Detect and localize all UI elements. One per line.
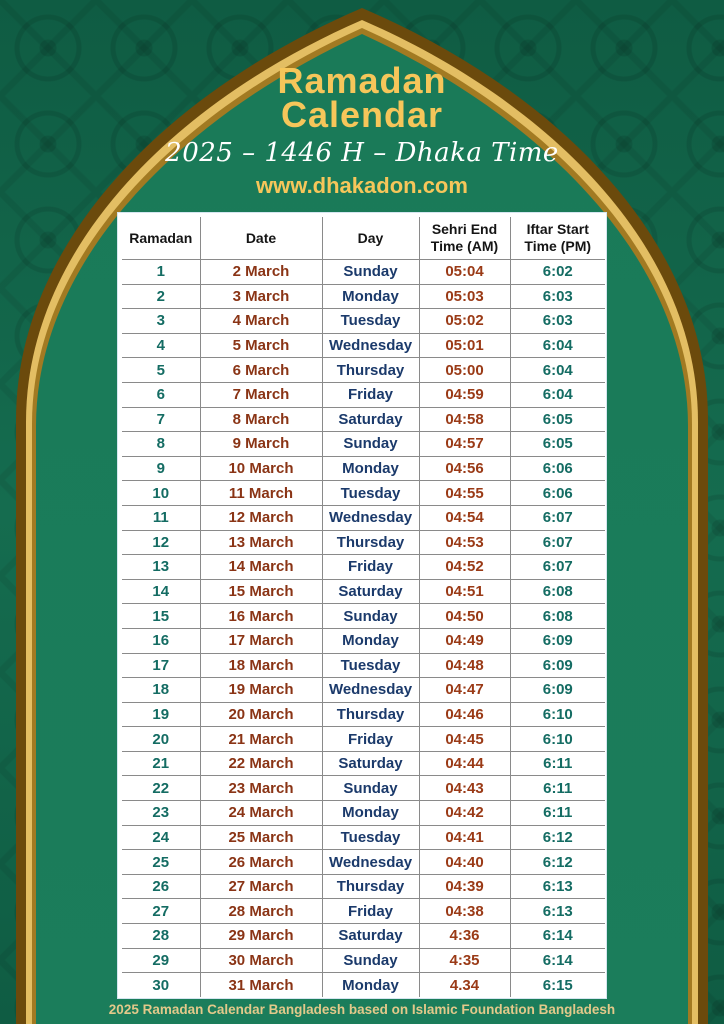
ramadan-day-cell: 13 xyxy=(122,555,200,580)
sehri-time-cell: 05:04 xyxy=(419,260,510,285)
date-cell: 15 March xyxy=(200,579,322,604)
date-cell: 25 March xyxy=(200,825,322,850)
weekday-cell: Friday xyxy=(322,555,419,580)
ramadan-day-cell: 9 xyxy=(122,456,200,481)
date-cell: 16 March xyxy=(200,604,322,629)
sehri-time-cell: 04:40 xyxy=(419,850,510,875)
sehri-time-cell: 05:02 xyxy=(419,309,510,334)
date-cell: 24 March xyxy=(200,801,322,826)
ramadan-day-cell: 23 xyxy=(122,801,200,826)
iftar-time-cell: 6:11 xyxy=(510,801,605,826)
ramadan-day-cell: 16 xyxy=(122,628,200,653)
table-row xyxy=(122,284,605,309)
sehri-time-cell: 05:03 xyxy=(419,284,510,309)
footer-note: 2025 Ramadan Calendar Bangladesh based on Islamic Foundation Bangladesh xyxy=(108,1002,616,1017)
date-cell: 22 March xyxy=(200,751,322,776)
sehri-time-cell: 4.34 xyxy=(419,973,510,997)
ramadan-timetable xyxy=(122,217,605,997)
iftar-time-cell: 6:04 xyxy=(510,358,605,383)
table-row xyxy=(122,407,605,432)
table-row xyxy=(122,948,605,973)
date-cell: 29 March xyxy=(200,924,322,949)
ramadan-day-cell: 2 xyxy=(122,284,200,309)
sehri-time-cell: 04:44 xyxy=(419,751,510,776)
table-row xyxy=(122,899,605,924)
sehri-time-cell: 04:51 xyxy=(419,579,510,604)
date-cell: 5 March xyxy=(200,333,322,358)
date-cell: 18 March xyxy=(200,653,322,678)
ramadan-day-cell: 30 xyxy=(122,973,200,997)
weekday-cell: Wednesday xyxy=(322,850,419,875)
iftar-time-cell: 6:04 xyxy=(510,382,605,407)
weekday-cell: Wednesday xyxy=(322,678,419,703)
table-row xyxy=(122,456,605,481)
subtitle-year-location: 2025 – 1446 H – Dhaka Time xyxy=(165,138,559,168)
date-cell: 20 March xyxy=(200,702,322,727)
ramadan-day-cell: 21 xyxy=(122,751,200,776)
column-header-ramadan: Ramadan xyxy=(122,217,200,260)
weekday-cell: Monday xyxy=(322,801,419,826)
sehri-time-cell: 04:54 xyxy=(419,505,510,530)
weekday-cell: Friday xyxy=(322,899,419,924)
iftar-time-cell: 6:12 xyxy=(510,850,605,875)
weekday-cell: Tuesday xyxy=(322,653,419,678)
ramadan-day-cell: 7 xyxy=(122,407,200,432)
table-row xyxy=(122,874,605,899)
ramadan-day-cell: 29 xyxy=(122,948,200,973)
column-header-sehri xyxy=(419,217,510,260)
iftar-time-cell: 6:09 xyxy=(510,628,605,653)
table-row xyxy=(122,776,605,801)
iftar-time-cell: 6:06 xyxy=(510,456,605,481)
weekday-cell: Monday xyxy=(322,628,419,653)
iftar-time-cell: 6:03 xyxy=(510,309,605,334)
date-cell: 8 March xyxy=(200,407,322,432)
sehri-time-cell: 04:43 xyxy=(419,776,510,801)
ramadan-day-cell: 4 xyxy=(122,333,200,358)
iftar-time-cell: 6:05 xyxy=(510,407,605,432)
ramadan-day-cell: 3 xyxy=(122,309,200,334)
iftar-time-cell: 6:04 xyxy=(510,333,605,358)
sehri-time-cell: 04:47 xyxy=(419,678,510,703)
iftar-time-cell: 6:10 xyxy=(510,727,605,752)
iftar-time-cell: 6:14 xyxy=(510,924,605,949)
table-row xyxy=(122,850,605,875)
date-cell: 27 March xyxy=(200,874,322,899)
table-row xyxy=(122,530,605,555)
sehri-time-cell: 04:52 xyxy=(419,555,510,580)
date-cell: 28 March xyxy=(200,899,322,924)
page-title xyxy=(0,60,724,135)
table-row xyxy=(122,678,605,703)
ramadan-day-cell: 12 xyxy=(122,530,200,555)
ramadan-day-cell: 20 xyxy=(122,727,200,752)
sehri-time-cell: 04:59 xyxy=(419,382,510,407)
iftar-time-cell: 6:11 xyxy=(510,751,605,776)
sehri-time-cell: 04:53 xyxy=(419,530,510,555)
title-line-2: Calendar xyxy=(280,94,444,135)
table-row xyxy=(122,382,605,407)
website-link[interactable]: www.dhakadon.com xyxy=(256,173,468,198)
date-cell: 23 March xyxy=(200,776,322,801)
table-row xyxy=(122,333,605,358)
iftar-time-cell: 6:08 xyxy=(510,579,605,604)
iftar-time-cell: 6:05 xyxy=(510,432,605,457)
date-cell: 26 March xyxy=(200,850,322,875)
date-cell: 7 March xyxy=(200,382,322,407)
table-row xyxy=(122,653,605,678)
iftar-time-cell: 6:15 xyxy=(510,973,605,997)
weekday-cell: Tuesday xyxy=(322,309,419,334)
date-cell: 14 March xyxy=(200,555,322,580)
sehri-time-cell: 04:39 xyxy=(419,874,510,899)
date-cell: 9 March xyxy=(200,432,322,457)
title-line-1: Ramadan xyxy=(277,60,447,101)
sehri-time-cell: 04:57 xyxy=(419,432,510,457)
column-header-day: Day xyxy=(322,217,419,260)
sehri-header-line-1: Sehri End xyxy=(431,221,498,237)
iftar-time-cell: 6:09 xyxy=(510,678,605,703)
weekday-cell: Sunday xyxy=(322,604,419,629)
ramadan-day-cell: 1 xyxy=(122,260,200,285)
iftar-time-cell: 6:03 xyxy=(510,284,605,309)
table-row xyxy=(122,481,605,506)
sehri-time-cell: 04:50 xyxy=(419,604,510,629)
weekday-cell: Thursday xyxy=(322,874,419,899)
table-row xyxy=(122,309,605,334)
date-cell: 12 March xyxy=(200,505,322,530)
sehri-time-cell: 04:55 xyxy=(419,481,510,506)
ramadan-day-cell: 25 xyxy=(122,850,200,875)
weekday-cell: Friday xyxy=(322,727,419,752)
date-cell: 3 March xyxy=(200,284,322,309)
table-row xyxy=(122,702,605,727)
sehri-time-cell: 04:49 xyxy=(419,628,510,653)
sehri-time-cell: 04:42 xyxy=(419,801,510,826)
table-header-row xyxy=(122,217,605,260)
table-row xyxy=(122,432,605,457)
ramadan-day-cell: 14 xyxy=(122,579,200,604)
ramadan-day-cell: 6 xyxy=(122,382,200,407)
table-row xyxy=(122,727,605,752)
ramadan-day-cell: 27 xyxy=(122,899,200,924)
weekday-cell: Saturday xyxy=(322,579,419,604)
weekday-cell: Sunday xyxy=(322,432,419,457)
weekday-cell: Monday xyxy=(322,973,419,997)
sehri-time-cell: 05:01 xyxy=(419,333,510,358)
iftar-time-cell: 6:08 xyxy=(510,604,605,629)
table-row xyxy=(122,628,605,653)
ramadan-day-cell: 26 xyxy=(122,874,200,899)
iftar-time-cell: 6:14 xyxy=(510,948,605,973)
sehri-time-cell: 04:45 xyxy=(419,727,510,752)
ramadan-day-cell: 28 xyxy=(122,924,200,949)
ramadan-day-cell: 11 xyxy=(122,505,200,530)
iftar-time-cell: 6:13 xyxy=(510,874,605,899)
iftar-time-cell: 6:10 xyxy=(510,702,605,727)
iftar-header-line-2: Time (PM) xyxy=(524,238,592,254)
weekday-cell: Wednesday xyxy=(322,505,419,530)
table-row xyxy=(122,579,605,604)
sehri-time-cell: 04:41 xyxy=(419,825,510,850)
table-row xyxy=(122,358,605,383)
calendar-table-container xyxy=(118,213,606,998)
iftar-header-line-1: Iftar Start xyxy=(526,221,589,237)
table-row xyxy=(122,555,605,580)
sehri-header-line-2: Time (AM) xyxy=(430,238,499,254)
ramadan-day-cell: 10 xyxy=(122,481,200,506)
iftar-time-cell: 6:11 xyxy=(510,776,605,801)
weekday-cell: Thursday xyxy=(322,530,419,555)
weekday-cell: Tuesday xyxy=(322,481,419,506)
sehri-time-cell: 05:00 xyxy=(419,358,510,383)
date-cell: 19 March xyxy=(200,678,322,703)
ramadan-day-cell: 15 xyxy=(122,604,200,629)
weekday-cell: Saturday xyxy=(322,924,419,949)
iftar-time-cell: 6:02 xyxy=(510,260,605,285)
ramadan-day-cell: 8 xyxy=(122,432,200,457)
date-cell: 11 March xyxy=(200,481,322,506)
weekday-cell: Tuesday xyxy=(322,825,419,850)
table-row xyxy=(122,825,605,850)
weekday-cell: Thursday xyxy=(322,702,419,727)
date-cell: 13 March xyxy=(200,530,322,555)
column-header-date: Date xyxy=(200,217,322,260)
date-cell: 17 March xyxy=(200,628,322,653)
table-row xyxy=(122,751,605,776)
weekday-cell: Sunday xyxy=(322,776,419,801)
weekday-cell: Sunday xyxy=(322,260,419,285)
iftar-time-cell: 6:07 xyxy=(510,555,605,580)
weekday-cell: Friday xyxy=(322,382,419,407)
iftar-time-cell: 6:12 xyxy=(510,825,605,850)
date-cell: 31 March xyxy=(200,973,322,997)
ramadan-day-cell: 18 xyxy=(122,678,200,703)
iftar-time-cell: 6:13 xyxy=(510,899,605,924)
iftar-time-cell: 6:06 xyxy=(510,481,605,506)
sehri-time-cell: 04:38 xyxy=(419,899,510,924)
table-row xyxy=(122,505,605,530)
weekday-cell: Saturday xyxy=(322,407,419,432)
date-cell: 4 March xyxy=(200,309,322,334)
iftar-time-cell: 6:07 xyxy=(510,505,605,530)
date-cell: 6 March xyxy=(200,358,322,383)
iftar-time-cell: 6:09 xyxy=(510,653,605,678)
weekday-cell: Sunday xyxy=(322,948,419,973)
sehri-time-cell: 04:58 xyxy=(419,407,510,432)
table-row xyxy=(122,924,605,949)
sehri-time-cell: 4:36 xyxy=(419,924,510,949)
table-row xyxy=(122,973,605,997)
weekday-cell: Monday xyxy=(322,456,419,481)
ramadan-day-cell: 5 xyxy=(122,358,200,383)
date-cell: 21 March xyxy=(200,727,322,752)
weekday-cell: Thursday xyxy=(322,358,419,383)
date-cell: 2 March xyxy=(200,260,322,285)
sehri-time-cell: 04:48 xyxy=(419,653,510,678)
ramadan-day-cell: 24 xyxy=(122,825,200,850)
iftar-time-cell: 6:07 xyxy=(510,530,605,555)
table-row xyxy=(122,260,605,285)
weekday-cell: Saturday xyxy=(322,751,419,776)
table-body xyxy=(122,260,605,997)
sehri-time-cell: 04:56 xyxy=(419,456,510,481)
table-row xyxy=(122,604,605,629)
ramadan-day-cell: 19 xyxy=(122,702,200,727)
date-cell: 30 March xyxy=(200,948,322,973)
sehri-time-cell: 4:35 xyxy=(419,948,510,973)
ramadan-day-cell: 17 xyxy=(122,653,200,678)
sehri-time-cell: 04:46 xyxy=(419,702,510,727)
date-cell: 10 March xyxy=(200,456,322,481)
weekday-cell: Monday xyxy=(322,284,419,309)
column-header-iftar xyxy=(510,217,605,260)
table-row xyxy=(122,801,605,826)
weekday-cell: Wednesday xyxy=(322,333,419,358)
ramadan-day-cell: 22 xyxy=(122,776,200,801)
